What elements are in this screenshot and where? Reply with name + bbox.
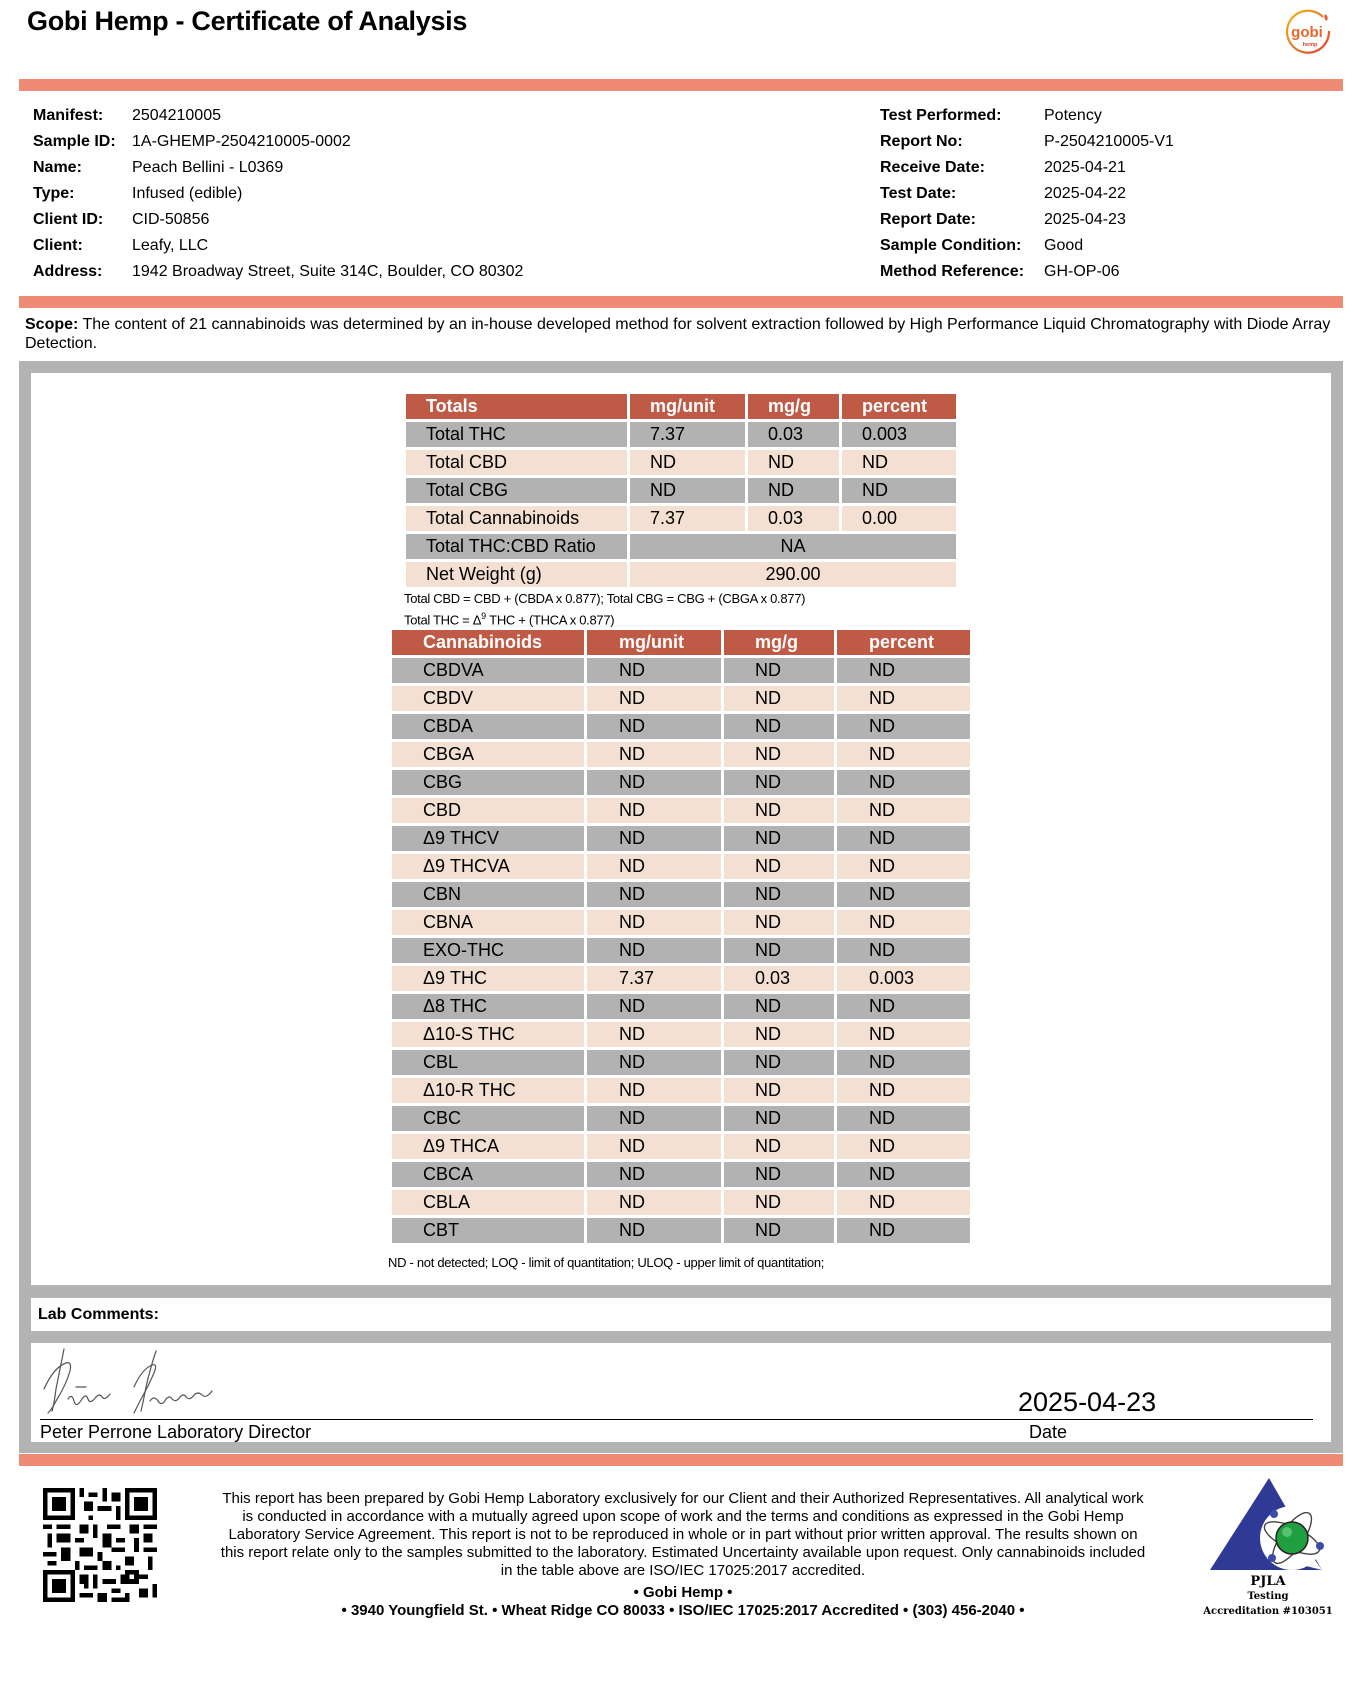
gobi-hemp-logo-icon <box>1283 9 1333 59</box>
table-row <box>392 1134 970 1159</box>
cell-name: CBDA <box>392 714 584 739</box>
cell-mg-unit: ND <box>587 826 721 851</box>
cell-mg-g: ND <box>724 798 834 823</box>
qr-code-icon[interactable] <box>43 1488 157 1602</box>
cell-name: CBLA <box>392 1190 584 1215</box>
scope-label: Scope: <box>25 316 79 333</box>
table-row <box>392 1022 970 1047</box>
test-performed-value: Potency <box>1044 107 1102 124</box>
cell-percent: ND <box>837 938 970 963</box>
table-row <box>392 826 970 851</box>
cell-percent: ND <box>837 1162 970 1187</box>
totals-header-row <box>406 394 956 419</box>
cell-mg-unit: ND <box>587 882 721 907</box>
report-no-value: P-2504210005-V1 <box>1044 133 1174 150</box>
net-weight-value: 290.00 <box>630 562 956 587</box>
cell-mg-g: ND <box>724 1218 834 1243</box>
cannabinoids-col-name: Cannabinoids <box>392 630 584 655</box>
cell-percent: ND <box>837 1134 970 1159</box>
cell-mg-g: 0.03 <box>724 966 834 991</box>
accent-divider <box>19 79 1343 91</box>
cell-name: CBGA <box>392 742 584 767</box>
cell-percent: ND <box>837 658 970 683</box>
cell-percent: ND <box>837 714 970 739</box>
accent-divider <box>19 296 1343 308</box>
cell-mg-g: ND <box>724 658 834 683</box>
totals-col-percent: percent <box>842 394 956 419</box>
company-address: • 3940 Youngfield St. • Wheat Ridge CO 80033 • ISO/IEC 17025:2017 Accredited • (303) 456-2040 • <box>341 1602 1025 1619</box>
cannabinoids-header-row <box>392 630 970 655</box>
cell-name: CBL <box>392 1050 584 1075</box>
table-row <box>392 742 970 767</box>
cell-percent: ND <box>837 826 970 851</box>
pjla-title: PJLA <box>1250 1574 1286 1589</box>
cell-name: Δ10-R THC <box>392 1078 584 1103</box>
cell-name: CBDV <box>392 686 584 711</box>
table-row <box>392 1106 970 1131</box>
manifest-value: 2504210005 <box>132 107 221 124</box>
cell-name: Δ9 THCA <box>392 1134 584 1159</box>
client-id-value: CID-50856 <box>132 211 210 228</box>
cell-mg-g: ND <box>724 770 834 795</box>
sample-id-value: 1A-GHEMP-2504210005-0002 <box>132 133 351 150</box>
cell-percent: ND <box>837 1106 970 1131</box>
signature-line <box>40 1419 1313 1420</box>
cell-mg-unit: ND <box>587 938 721 963</box>
type-value: Infused (edible) <box>132 185 243 202</box>
table-row <box>392 882 970 907</box>
pjla-accreditation-logo-icon <box>1200 1476 1336 1626</box>
cell-percent: 0.003 <box>837 966 970 991</box>
table-row <box>392 770 970 795</box>
page-title: Gobi Hemp - Certificate of Analysis <box>27 6 468 36</box>
cell-mg-unit: ND <box>587 910 721 935</box>
pjla-accreditation-number: Accreditation #103051 <box>1203 1606 1333 1617</box>
cell-name: CBG <box>392 770 584 795</box>
cell-mg-g: ND <box>724 854 834 879</box>
pjla-subtitle: Testing <box>1247 1591 1289 1602</box>
cell-name: Δ9 THCV <box>392 826 584 851</box>
cell-mg-g: ND <box>724 1106 834 1131</box>
table-row <box>392 994 970 1019</box>
totals-col-mg-g: mg/g <box>748 394 839 419</box>
table-row <box>392 966 970 991</box>
cell-name: Δ9 THC <box>392 966 584 991</box>
cell-percent: ND <box>837 994 970 1019</box>
cell-name: CBNA <box>392 910 584 935</box>
cell-percent: ND <box>837 882 970 907</box>
ratio-value: NA <box>630 534 956 559</box>
table-footnote: ND - not detected; LOQ - limit of quantitation; ULOQ - upper limit of quantitation; <box>388 1255 825 1270</box>
totals-col-mg-unit: mg/unit <box>630 394 745 419</box>
cell-percent: ND <box>837 1022 970 1047</box>
accent-divider <box>19 1454 1343 1466</box>
cell-mg-g: ND <box>724 686 834 711</box>
cannabinoids-col-mg-g: mg/g <box>724 630 834 655</box>
cell-mg-g: ND <box>724 1190 834 1215</box>
cell-mg-g: ND <box>724 742 834 767</box>
table-row: Total THC 7.37 0.03 0.003 <box>406 422 956 447</box>
client-value: Leafy, LLC <box>132 237 209 254</box>
cell-mg-unit: 7.37 <box>587 966 721 991</box>
cell-mg-g: ND <box>724 1162 834 1187</box>
totals-table <box>403 391 959 590</box>
cell-mg-g: ND <box>724 882 834 907</box>
company-name: • Gobi Hemp • <box>633 1584 733 1601</box>
cell-mg-g: ND <box>724 910 834 935</box>
cell-name: CBD <box>392 798 584 823</box>
table-row <box>392 910 970 935</box>
cell-percent: ND <box>837 854 970 879</box>
cell-mg-g: ND <box>724 994 834 1019</box>
lab-comments-label: Lab Comments: <box>38 1306 159 1323</box>
net-weight-row: Net Weight (g) 290.00 <box>406 562 956 587</box>
cell-percent: ND <box>837 742 970 767</box>
cell-mg-g: ND <box>724 1022 834 1047</box>
formula-thc: Total THC = $\Delta^9$ THC + (THCA x 0.877) <box>404 611 615 628</box>
cell-mg-unit: ND <box>587 994 721 1019</box>
cell-mg-unit: ND <box>587 1134 721 1159</box>
scope-statement <box>25 315 1335 353</box>
cell-name: CBT <box>392 1218 584 1243</box>
cell-name: Δ10-S THC <box>392 1022 584 1047</box>
table-row <box>392 1190 970 1215</box>
signature-date: 2025-04-23 <box>1018 1387 1157 1417</box>
table-row <box>392 714 970 739</box>
cell-mg-unit: ND <box>587 1022 721 1047</box>
table-row <box>392 798 970 823</box>
date-label: Date <box>1029 1422 1068 1442</box>
address-value: 1942 Broadway Street, Suite 314C, Boulder, CO 80302 <box>132 263 524 280</box>
cannabinoids-col-mg-unit: mg/unit <box>587 630 721 655</box>
cell-name: CBCA <box>392 1162 584 1187</box>
disclaimer-text: This report has been prepared by Gobi Hemp Laboratory exclusively for our Client and their Authorized Representatives. All analytical work is conducted in accordance with a mutually agreed upon scope of work and the terms and conditions as expressed in the Gobi Hemp Laboratory Service Agreement. This report is not to be reproduced in whole or in part without prior written approval. The results shown on this report relate only to the samples submitted to the laboratory. Estimated Uncertainty available upon request. Only cannabinoids included in the table above are ISO/IEC 17025:2017 accredited. <box>220 1490 1146 1579</box>
cell-percent: ND <box>837 770 970 795</box>
cell-name: Δ9 THCVA <box>392 854 584 879</box>
lab-comments-box <box>31 1298 1331 1331</box>
cell-mg-unit: ND <box>587 1106 721 1131</box>
cell-mg-unit: ND <box>587 742 721 767</box>
cell-mg-g: ND <box>724 1134 834 1159</box>
cell-mg-g: ND <box>724 938 834 963</box>
table-row <box>392 1162 970 1187</box>
cell-mg-unit: ND <box>587 854 721 879</box>
cell-mg-unit: ND <box>587 1050 721 1075</box>
cell-percent: ND <box>837 798 970 823</box>
cell-name: Δ8 THC <box>392 994 584 1019</box>
svg-text:gobi: gobi <box>1291 24 1323 41</box>
cell-percent: ND <box>837 686 970 711</box>
director-name: Peter Perrone Laboratory Director <box>40 1422 312 1442</box>
cell-mg-unit: ND <box>587 714 721 739</box>
cell-mg-g: ND <box>724 826 834 851</box>
test-date-value: 2025-04-22 <box>1044 185 1126 202</box>
cell-mg-unit: ND <box>587 686 721 711</box>
cell-name: CBN <box>392 882 584 907</box>
cell-mg-g: ND <box>724 1050 834 1075</box>
table-row <box>392 1218 970 1243</box>
cell-mg-unit: ND <box>587 1078 721 1103</box>
cannabinoids-table <box>389 627 973 1246</box>
table-row: Total CBG ND ND ND <box>406 478 956 503</box>
receive-date-value: 2025-04-21 <box>1044 159 1126 176</box>
totals-col-name: Totals <box>406 394 627 419</box>
table-row: Total Cannabinoids 7.37 0.03 0.00 <box>406 506 956 531</box>
ratio-row: Total THC:CBD Ratio NA <box>406 534 956 559</box>
cell-mg-unit: ND <box>587 1218 721 1243</box>
signature-icon <box>38 1343 238 1419</box>
cell-mg-unit: ND <box>587 658 721 683</box>
table-row: Total CBD ND ND ND <box>406 450 956 475</box>
cannabinoids-col-percent: percent <box>837 630 970 655</box>
sample-condition-value: Good <box>1044 237 1084 254</box>
table-row <box>392 854 970 879</box>
svg-text:hemp: hemp <box>1302 42 1318 48</box>
cell-mg-g: ND <box>724 714 834 739</box>
table-row <box>392 658 970 683</box>
cell-mg-unit: ND <box>587 770 721 795</box>
cell-name: EXO-THC <box>392 938 584 963</box>
table-row <box>392 1078 970 1103</box>
method-reference-value: GH-OP-06 <box>1044 263 1120 280</box>
cell-percent: ND <box>837 910 970 935</box>
cell-name: CBDVA <box>392 658 584 683</box>
table-row <box>392 1050 970 1075</box>
cell-mg-unit: ND <box>587 1190 721 1215</box>
scope-text: The content of 21 cannabinoids was determined by an in-house developed method for solvent extraction followed by High Performance Liquid Chromatography with Diode Array Detection. <box>25 316 1331 352</box>
table-row <box>392 686 970 711</box>
formula-cbd-cbg: Total CBD = CBD + (CBDA x 0.877); Total CBG = CBG + (CBGA x 0.877) <box>404 591 806 606</box>
cell-mg-g: ND <box>724 1078 834 1103</box>
table-row <box>392 938 970 963</box>
cell-mg-unit: ND <box>587 1162 721 1187</box>
cell-mg-unit: ND <box>587 798 721 823</box>
report-date-value: 2025-04-23 <box>1044 211 1126 228</box>
name-value: Peach Bellini - L0369 <box>132 159 284 176</box>
cell-percent: ND <box>837 1050 970 1075</box>
cell-name: CBC <box>392 1106 584 1131</box>
cell-percent: ND <box>837 1190 970 1215</box>
cell-percent: ND <box>837 1078 970 1103</box>
cell-percent: ND <box>837 1218 970 1243</box>
